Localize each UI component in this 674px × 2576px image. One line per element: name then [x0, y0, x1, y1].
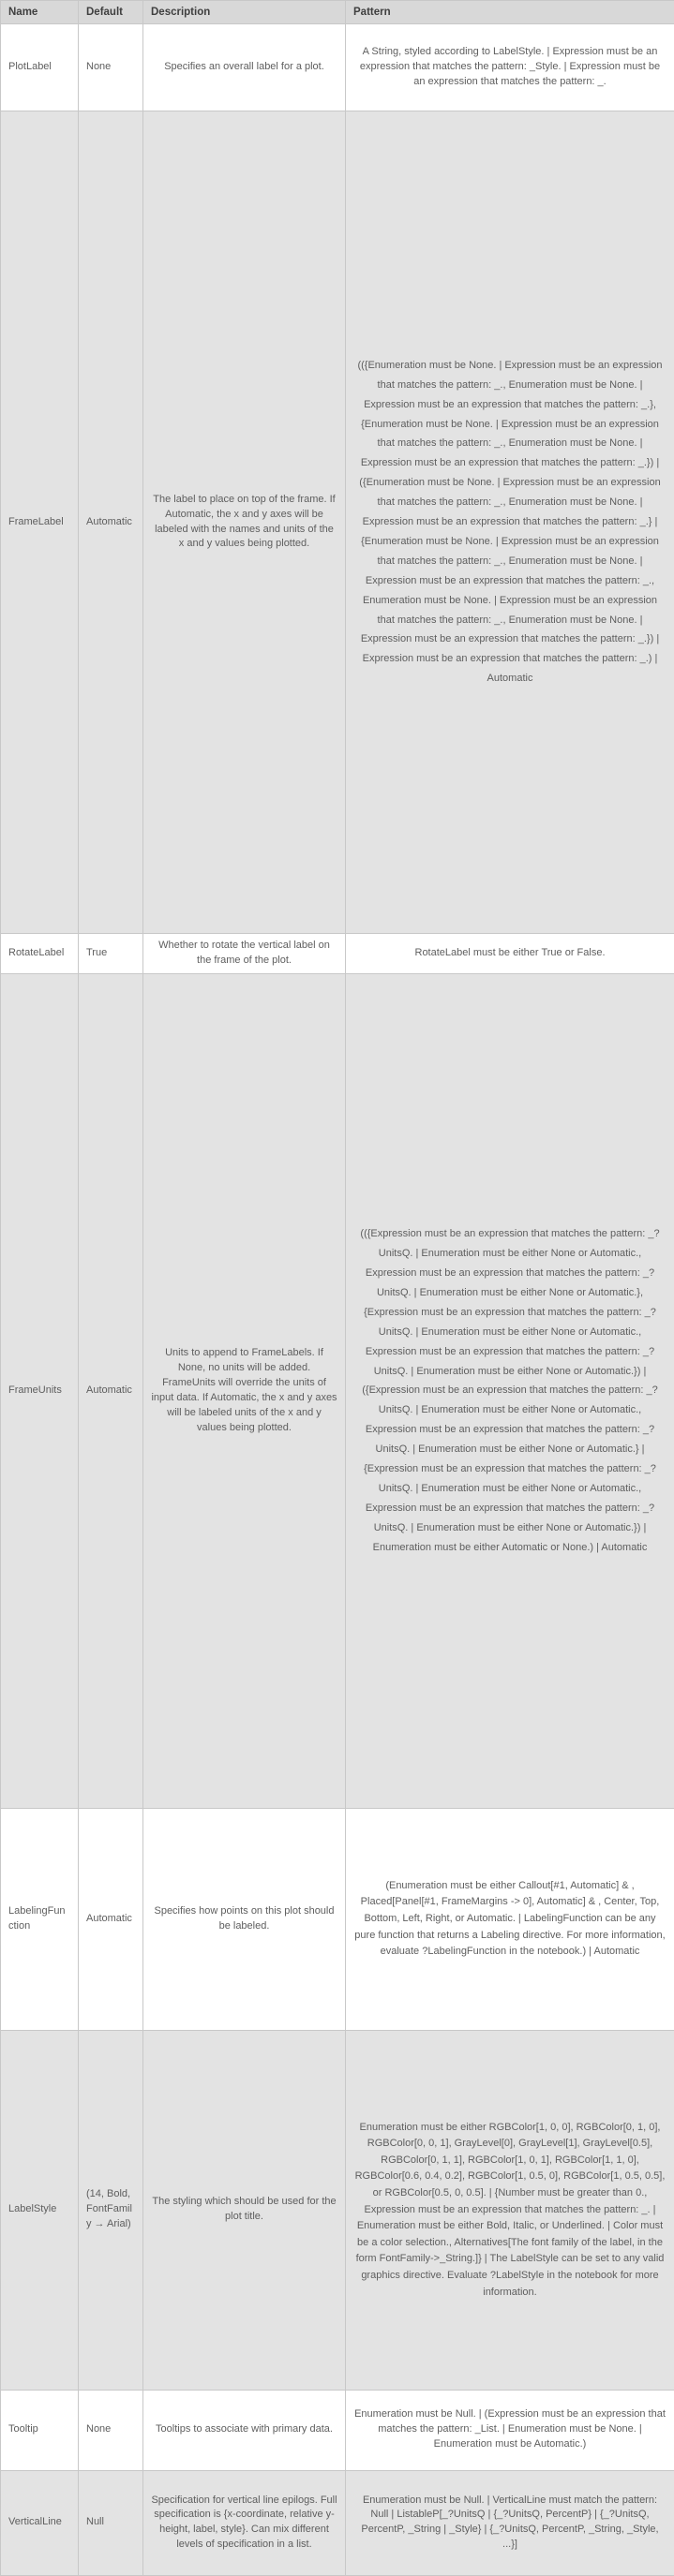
option-description: Specifies how points on this plot should be labeled. — [143, 1808, 346, 2030]
option-pattern: (({Expression must be an expression that matches the pattern: _?UnitsQ. | Enumeration must be either None or Automatic., Expression must be an expression that matches the pattern: _?UnitsQ. | Enumeration must be either None or Automatic.}, {Expression must be an expression that matches the pattern: _?UnitsQ. | Enumeration must be either None or Automatic., Expression must be an expression that matches the pattern: _?UnitsQ. | Enumeration must be either None or Automatic.}) | ({Expression must be an expression that matches the pattern: _?UnitsQ. | Enumeration must be either None or Automatic., Expression must be an expression that matches the pattern: _?UnitsQ. | Enumeration must be either None or Automatic.} | {Expression must be an expression that matches the pattern: _?UnitsQ. | Enumeration must be either None or Automatic., Expression must be an expression that matches the pattern: _?UnitsQ. | Enumeration must be either None or Automatic.}) | Enumeration must be either Automatic or None.) | Automatic — [346, 973, 674, 1808]
option-default: Automatic — [79, 111, 143, 934]
column-header-default: Default — [79, 1, 143, 24]
option-default: True — [79, 934, 143, 974]
option-description: The styling which should be used for the plot title. — [143, 2030, 346, 2390]
option-description: Specification for vertical line epilogs. Full specification is {x-coordinate, relative y-height, label, style}. Can mix different levels of specification in a list. — [143, 2470, 346, 2575]
option-default: None — [79, 24, 143, 111]
table-header — [1, 1, 674, 24]
table-row-verticalline — [1, 2470, 674, 2575]
option-pattern: A String, styled according to LabelStyle. | Expression must be an expression that matches the pattern: _Style. | Expression must be an expression that matches the pattern: _. — [346, 24, 674, 111]
option-pattern: RotateLabel must be either True or False. — [346, 934, 674, 974]
table-row-framelabel — [1, 111, 674, 934]
option-name: FrameUnits — [1, 973, 79, 1808]
option-pattern: Enumeration must be Null. | (Expression must be an expression that matches the pattern: _List. | Enumeration must be None. | Enumeration must be Automatic.) — [346, 2390, 674, 2470]
option-pattern: Enumeration must be either RGBColor[1, 0, 0], RGBColor[0, 1, 0], RGBColor[0, 0, 1], GrayLevel[0], GrayLevel[1], GrayLevel[0.5], RGBColor[0, 1, 1], RGBColor[1, 0, 1], RGBColor[1, 1, 0], RGBColor[0.6, 0.4, 0.2], RGBColor[1, 0.5, 0], RGBColor[1, 0.5, 0.5], or RGBColor[0.5, 0, 0.5]. | {Number must be greater than 0., Expression must be an expression that matches the pattern: _. | Enumeration must be either Bold, Italic, or Underlined. | Color must be a color selection., Alternatives[The font family of the label, in the form FontFamily->_String.]} | The LabelStyle can be set to any valid graphics directive. Evaluate ?LabelStyle in the notebook for more information. — [346, 2030, 674, 2390]
header-row — [1, 1, 674, 24]
option-name: RotateLabel — [1, 934, 79, 974]
table-row-rotatelabel — [1, 934, 674, 974]
option-description: Specifies an overall label for a plot. — [143, 24, 346, 111]
option-name: PlotLabel — [1, 24, 79, 111]
option-name: LabelStyle — [1, 2030, 79, 2390]
table-row-labelingfunction — [1, 1808, 674, 2030]
option-default: Automatic — [79, 1808, 143, 2030]
option-pattern: Enumeration must be Null. | VerticalLine must match the pattern: Null | ListableP[_?UnitsQ | {_?UnitsQ, PercentP} | {_?UnitsQ, PercentP, _String | _Style} | {_?UnitsQ, PercentP, _String, _Style, ...}] — [346, 2470, 674, 2575]
option-default: Automatic — [79, 973, 143, 1808]
table-row-tooltip — [1, 2390, 674, 2470]
option-default: Null — [79, 2470, 143, 2575]
column-header-pattern: Pattern — [346, 1, 674, 24]
option-default: (14, Bold, FontFamily → Arial) — [79, 2030, 143, 2390]
option-pattern: (Enumeration must be either Callout[#1, Automatic] & , Placed[Panel[#1, FrameMargins -> 0], Automatic] & , Center, Top, Bottom, Left, Right, or Automatic. | LabelingFunction can be any pure function that returns a Labeling directive. For more information, evaluate ?LabelingFunction in the notebook.) | Automatic — [346, 1808, 674, 2030]
option-name: VerticalLine — [1, 2470, 79, 2575]
option-default: None — [79, 2390, 143, 2470]
table-row-frameunits — [1, 973, 674, 1808]
option-name: Tooltip — [1, 2390, 79, 2470]
table-row-plotlabel — [1, 24, 674, 111]
option-name: FrameLabel — [1, 111, 79, 934]
option-description: Tooltips to associate with primary data. — [143, 2390, 346, 2470]
option-description: The label to place on top of the frame. If Automatic, the x and y axes will be labeled with the names and units of the x and y values being plotted. — [143, 111, 346, 934]
column-header-name: Name — [1, 1, 79, 24]
option-name: LabelingFunction — [1, 1808, 79, 2030]
option-description: Whether to rotate the vertical label on the frame of the plot. — [143, 934, 346, 974]
option-pattern: (({Enumeration must be None. | Expression must be an expression that matches the pattern: _., Enumeration must be None. | Expression must be an expression that matches the pattern: _.}, {Enumeration must be None. | Expression must be an expression that matches the pattern: _., Enumeration must be None. | Expression must be an expression that matches the pattern: _.}) | ({Enumeration must be None. | Expression must be an expression that matches the pattern: _., Enumeration must be None. | Expression must be an expression that matches the pattern: _.} | {Enumeration must be None. | Expression must be an expression that matches the pattern: _., Enumeration must be None. | Expression must be an expression that matches the pattern: _., Enumeration must be None. | Expression must be an expression that matches the pattern: _., Enumeration must be None. | Expression must be an expression that matches the pattern: _.}) | Expression must be an expression that matches the pattern: _.) | Automatic — [346, 111, 674, 934]
table-row-labelstyle — [1, 2030, 674, 2390]
column-header-description: Description — [143, 1, 346, 24]
option-description: Units to append to FrameLabels. If None, no units will be added. FrameUnits will override the units of input data. If Automatic, the x and y axes will be labeled units of the x and y values being plotted. — [143, 973, 346, 1808]
